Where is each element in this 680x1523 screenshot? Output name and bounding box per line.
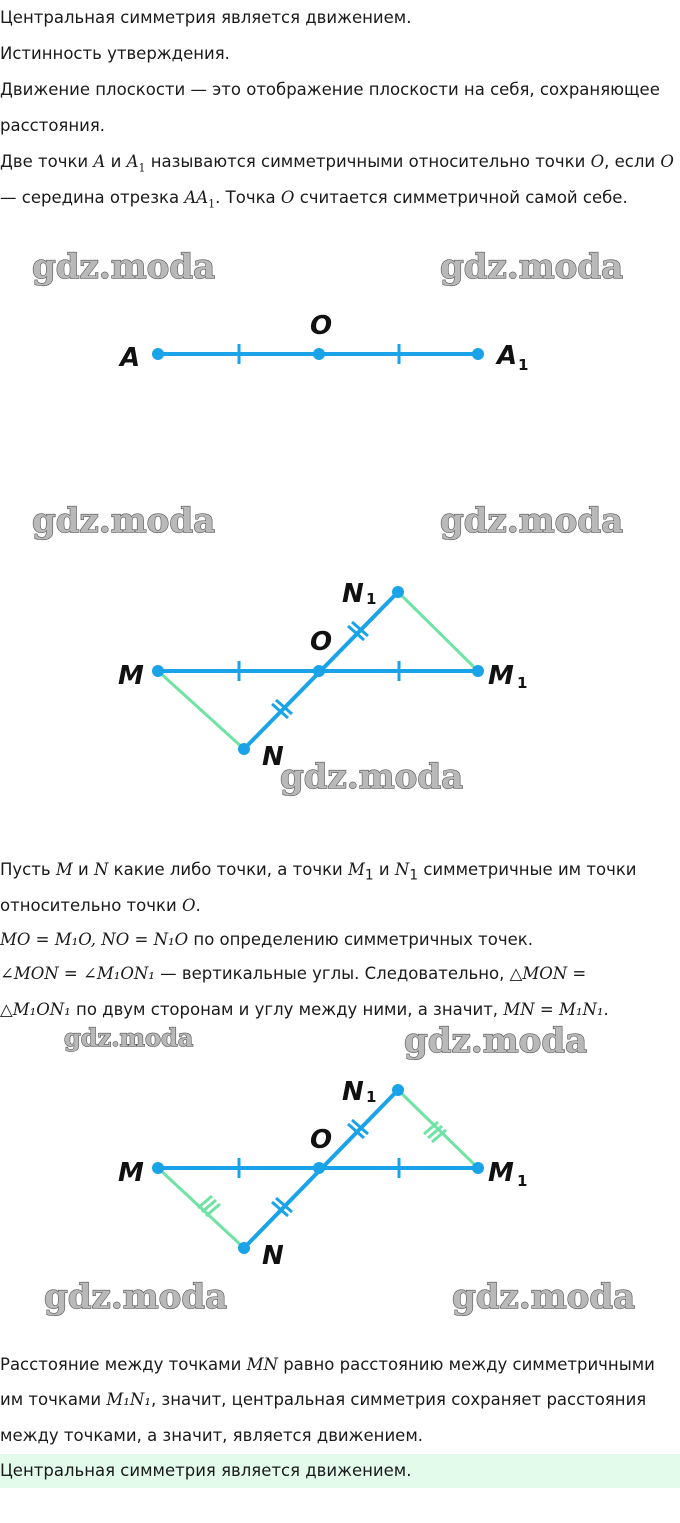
- label-o: O: [310, 311, 333, 341]
- proof-line-4: ∠MON = ∠M₁ON₁ — вертикальные углы. Следовательно, △MON =: [0, 964, 587, 983]
- svg-text:1: 1: [517, 1172, 528, 1190]
- svg-text:1: 1: [366, 590, 377, 608]
- watermark: gdz.moda: [404, 1021, 588, 1061]
- svg-text:1: 1: [518, 356, 529, 374]
- figure-congruent-triangles: [0, 1010, 680, 1317]
- point-o: [313, 348, 325, 360]
- watermark: gdz.moda: [440, 247, 624, 287]
- proof-line-2: относительно точки O.: [0, 896, 201, 915]
- statement-text: Центральная симметрия является движением.: [0, 8, 412, 27]
- svg-text:N: N: [342, 579, 364, 609]
- svg-text:M: M: [488, 661, 514, 691]
- svg-text:M: M: [488, 1158, 514, 1188]
- conclusion-line-1: Расстояние между точками MN равно расстоянию между симметричными: [0, 1355, 655, 1374]
- answer-box: [0, 1454, 680, 1488]
- proof-line-5: △M₁ON₁ по двум сторонам и углу между ними, а значит, MN = M₁N₁.: [0, 1000, 609, 1019]
- heading-text: Истинность утверждения.: [0, 44, 230, 63]
- watermark: gdz.moda: [280, 757, 464, 797]
- svg-text:M: M: [118, 1158, 144, 1188]
- symmetry-def-line-2: — середина отрезка $AA_1$. Точка O считается симметричной самой себе.: [0, 188, 628, 211]
- watermark: gdz.moda: [32, 501, 216, 541]
- point-a: [152, 348, 164, 360]
- proof-line-3: MO = M₁O, NO = N₁O по определению симметричных точек.: [0, 930, 533, 949]
- definition-line-1: Движение плоскости — это отображение плоскости на себя, сохраняющее: [0, 80, 660, 99]
- watermark: gdz.moda: [44, 1277, 228, 1317]
- answer-text: Центральная симметрия является движением.: [0, 1461, 412, 1480]
- svg-text:N: N: [262, 1241, 284, 1271]
- svg-text:M: M: [118, 661, 144, 691]
- watermark: gdz.moda: [32, 247, 216, 287]
- figure-symmetric-segments: [0, 490, 680, 810]
- conclusion-line-3: между точками, а значит, является движением.: [0, 1426, 424, 1445]
- svg-text:1: 1: [517, 674, 528, 692]
- svg-text:O: O: [310, 627, 333, 657]
- watermark: gdz.moda: [64, 1023, 194, 1052]
- proof-line-1: Пусть M и N какие либо точки, а точки $M_1$ и $N_1$ симметричные им точки: [0, 860, 637, 884]
- label-a1: A: [497, 341, 518, 371]
- svg-text:N: N: [262, 742, 284, 772]
- watermark: gdz.moda: [440, 501, 624, 541]
- svg-text:N: N: [342, 1077, 364, 1107]
- definition-line-2: расстояния.: [0, 116, 106, 135]
- svg-text:1: 1: [366, 1088, 377, 1106]
- point-a1: [472, 348, 484, 360]
- symmetry-def-line-1: Две точки A и $A_1$ называются симметричными относительно точки O, если O: [0, 152, 674, 175]
- conclusion-line-2: им точками M₁N₁, значит, центральная симметрия сохраняет расстояния: [0, 1390, 647, 1409]
- svg-text:O: O: [310, 1125, 333, 1155]
- figure-segment-aa1: [0, 220, 680, 420]
- label-a: A: [120, 343, 141, 373]
- watermark: gdz.moda: [452, 1277, 636, 1317]
